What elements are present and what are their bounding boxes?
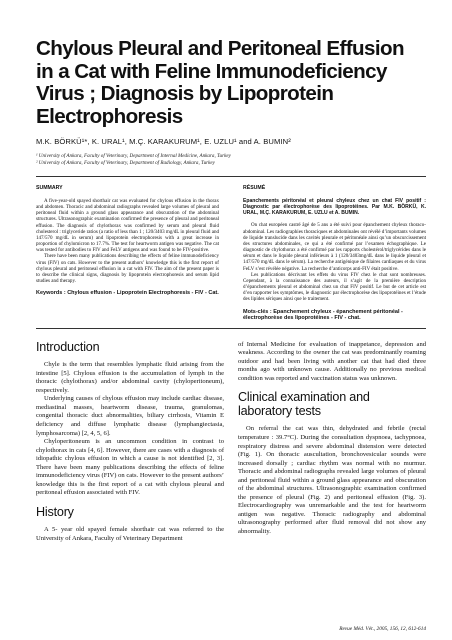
introduction-heading: Introduction [36,339,100,354]
affiliations [36,153,426,167]
mots-cles-text: Epanchement chyleux - épanchement péritonéal - électrophorèse des lipoprotéines - FIV - chat. [243,308,403,322]
author-list: M.K. BÖRKÜ¹*, K. URAL¹, M.Ç. KARAKURUM¹, E. UZLU¹ and A. BUMIN² [36,137,291,146]
article-title: Chylous Pleural and Peritoneal Effusion in a Cat with Feline Immunodeficiency Virus ; Diagnosis by Lipoprotein Electrophoresis [36,37,404,128]
resume-keywords [243,309,426,322]
body-paragraph: Underlying causes of chylous effusion may include cardiac disease, mediastinal masses, heartworm disease, trauma, granulomas, congenital thoracic duct abnormalities, biliary cirrhosis, Vitamin E deficiency and diffuse lymphatic disease (lymphangiectasia, lymphosarcoma) [2, 4, 5, 6]. [36,395,224,437]
affiliation-2: ² University of Ankara, Faculty of Veterinary, Department of Radiology, Ankara, Turkey [36,160,215,166]
body-paragraph: Chyle is the term that resembles lymphatic fluid arising from the intestine [5]. Chylous effusion is the accumulation of lymph in the thoracic (chylothorax) and/or abdominal cavity (chyloperitoneum), respectively. [36,361,224,394]
resume-title-text: Epanchements péritonéal et pleural chyleux chez un chat FIV positif : Diagnostic par électrophorèse des lipoprotéines. Par M.K. BÖRKÜ, K. URAL, M.Ç. KARAKURUM, E. UZLU et A. BUMIN. [243,198,426,217]
resume-paragraph: Les publications décrivant les effets du virus FIV chez le chat sont nombreuses. Cependant, à la connaissance des auteurs, il s’agit de la première description d’épanchements pleural et abdominal chez un chat FIV positif. Le but de cet article est d’en rapporter les symptômes, le diagnostic par électrophorèse des lipoprotéines et l’étude des lipides sériques ainsi que le traitement. [243,271,426,303]
resume-paragraph: On chat européen castré âgé de 5 ans a été suivi pour épanchement chyleux thoraco-abdominal. Les radiographies thoraciques et abdominales ont révélé d’importants volumes de liquide translucide dans les cavités pleurale et péritonéale ainsi qu’un obscurcissement des structures abdominales, ce qui a été confirmé par l’examen échographique. Le diagnostic de chylothorax a été confirmé par les rapports cholestérol/triglycérides dans le sérum et dans le liquide pleural inférieurs à 1 (120/3403mg/dL dans le liquide pleural et 147/570 mg/dL dans le sérum). La recherche antigénique de filaires cardiaques et du virus FeLV s’est révélée négative. La recherche d’anticorps anti-FIV était positive. [243,222,426,272]
resume-heading: RÉSUMÉ [243,185,266,191]
clinical-heading: Clinical examination and laboratory tests [238,390,370,418]
body-paragraph: A 5- year old spayed female shorthair cat was referred to the University of Ankara, Faculty of Veterinary Department [36,526,224,542]
article-body [36,341,426,544]
keywords-label: Keywords : [36,290,66,297]
summary-column [36,185,219,322]
header-divider [36,176,426,177]
body-paragraph: Chyloperitoneum is an uncommon condition in contrast to chylothorax in cats [4, 6]. However, there are cases with a diagnosis of idiopathic chylous effusion in which a cause is not identified [2, 3]. There have been many publications describing the effects of feline immunodeficiency virus (FIV) on cats. However to the present authors’ knowledge this is the first report of a cat with chylous pleural and peritoneal effusion associated with FIV. [36,438,224,497]
resume-column [243,185,426,322]
summary-heading: SUMMARY [36,185,63,191]
summary-keywords [36,290,219,297]
resume-title [243,198,426,216]
summary-paragraph: A five-year-old spayed shorthair cat was evaluated for chylous effusion in the thorax and abdomen. Thoracic and abdominal radiographs revealed large volumes of pleural and peritoneal fluid within a ground glass appearance and obscuration of the abdominal structures. Ultrasonographic examination confirmed the presence of pleural and peritoneal effusion. The diagnosis of chylothorax was confirmed by serum and pleural fluid cholesterol : triglyceride ratios (a ratio of less than 1 ; 120/3403 mg/dL in pleural fluid and 147/570 mg/dL in serum) and lipoprotein electrophoresis with a great increase in proportion of chylomicron to 17.7%. The test for heartworm antigen was negative. The cat was tested for antibodies to FIV and FeLV antigens and was found to be FIV-positive. [36,198,219,254]
journal-citation: Revue Méd. Vét., 2005, 156, 12, 612-614 [339,626,426,632]
abstract-section [36,185,426,322]
mots-cles-label: Mots-clés : [243,308,272,315]
history-heading: History [36,504,74,519]
affiliation-1: ¹ University of Ankara, Faculty of Veterinary, Department of Internal Medicine, Ankara, Turkey [36,153,231,159]
article-page [36,38,426,544]
body-paragraph: of Internal Medicine for evaluation of inappetance, depression and weakness. According to the owner the cat was predominantly roaming outdoor and had been living with another cat that had died three months ago with unknown cause. Additionally no previous medical condition was reported and vaccination status was unknown. [238,340,426,382]
body-left-column [36,341,224,544]
summary-paragraph: There have been many publications describing the effects of feline immunodeficiency virus (FIV) on cats. However to the present authors’ knowledge this is the first report of chylous pleural and peritoneal effusion in a cat with FIV. The aim of the present paper is to describe the clinical signs, diagnosis by lipoprotein electrophoresis and serum lipid studies and therapy. [36,253,219,285]
keywords-text: Chylous effusion - Lipoprotein Electrophoresis - FIV - Cat. [67,290,219,297]
body-right-column [238,341,426,544]
abstract-divider [36,328,426,329]
body-paragraph: On referral the cat was thin, dehydrated and febrile (rectal temperature : 39.7°C). During the consultation dyspnoea, tachypnoea, respiratory distress and severe abdominal distension were detected (Fig. 1). On thoracic auscultation, bronchovesicular sounds were increased dorsally ; cardiac rhythm was normal with no murmur. Thoracic and abdominal radiographs revealed large volumes of pleural and peritoneal fluid within a ground glass appearance and obscuration of the abdominal structures. Ultrasonographic examination confirmed the presence of pleural (Fig. 2) and peritoneal effusion (Fig. 3). Electrocardiography was unremarkable and the test for heartworm antigen was negative. Thoracic radiography and abdominal ultrasonography performed after fluid removal did not show any abnormality. [238,425,426,535]
